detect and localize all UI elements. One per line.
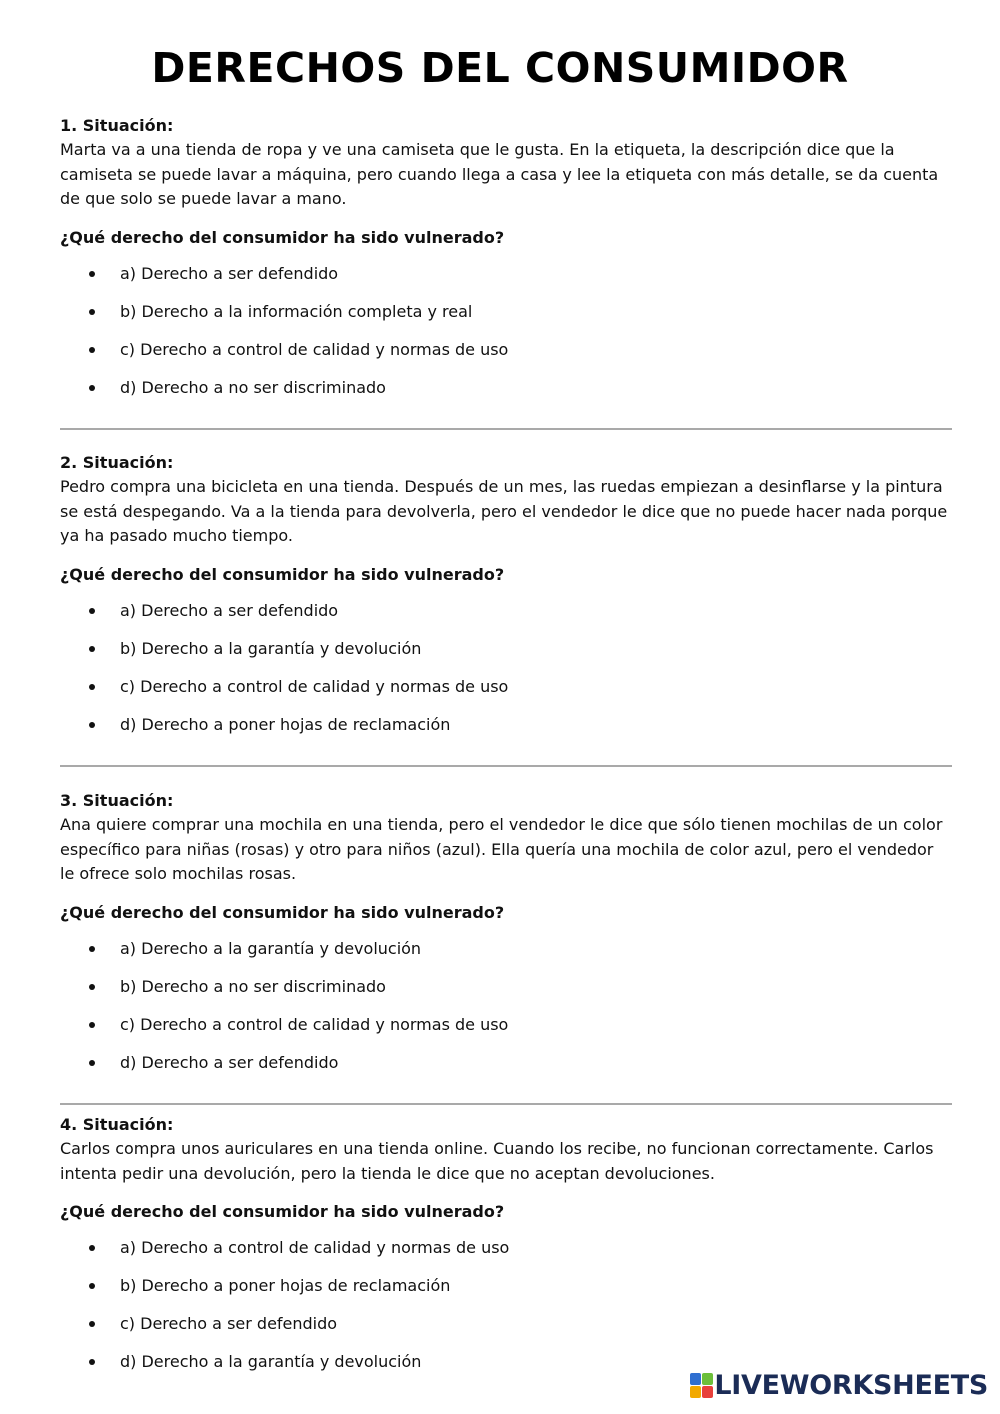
situation-heading: 1. Situación: (60, 116, 174, 135)
option-b[interactable] (60, 637, 952, 675)
option-c[interactable] (60, 1312, 952, 1350)
option-label: c) Derecho a control de calidad y normas de uso (120, 676, 509, 696)
bullet-icon (89, 646, 95, 652)
option-label: b) Derecho a la garantía y devolución (120, 638, 422, 658)
bullet-icon (89, 984, 95, 990)
liveworksheets-logo-icon (690, 1373, 712, 1397)
option-label: d) Derecho a no ser discriminado (120, 377, 386, 397)
option-c[interactable] (60, 1013, 952, 1051)
situation-text: Marta va a una tienda de ropa y ve una camiseta que le gusta. En la etiqueta, la descripción dice que la camiseta se puede lavar a máquina, pero cuando llega a casa y lee la etiqueta con más detalle, se da cuenta de que solo se puede lavar a mano. (60, 140, 939, 208)
option-label: a) Derecho a la garantía y devolución (120, 938, 422, 958)
option-label: a) Derecho a ser defendido (120, 263, 339, 283)
option-a[interactable] (60, 262, 952, 300)
option-label: c) Derecho a ser defendido (120, 1314, 338, 1333)
situation-heading: 3. Situación: (60, 791, 174, 810)
options-list (60, 262, 952, 414)
question-text: ¿Qué derecho del consumidor ha sido vulnerado? (60, 564, 505, 584)
bullet-icon (89, 1283, 95, 1289)
page-title: DERECHOS DEL CONSUMIDOR (151, 44, 849, 92)
option-label: c) Derecho a control de calidad y normas de uso (120, 339, 509, 359)
situation-text: Ana quiere comprar una mochila en una tienda, pero el vendedor le dice que sólo tienen mochilas de un color específico para niñas (rosas) y otro para niños (azul). Ella quería una mochila de color azul, pero el vendedor le ofrece solo mochilas rosas. (60, 815, 943, 883)
bullet-icon (89, 608, 95, 614)
situation-text: Pedro compra una bicicleta en una tienda. Después de un mes, las ruedas empiezan a desinflarse y la pintura se está despegando. Va a la tienda para devolverla, pero el vendedor le dice que no puede hacer nada porque ya ha pasado mucho tiempo. (60, 477, 948, 545)
option-label: c) Derecho a control de calidad y normas de uso (120, 1014, 509, 1034)
situation-text: Carlos compra unos auriculares en una tienda online. Cuando los recibe, no funcionan correctamente. Carlos intenta pedir una devolución, pero la tienda le dice que no aceptan devoluciones. (60, 1139, 934, 1183)
bullet-icon (89, 722, 95, 728)
option-label: b) Derecho a la información completa y real (120, 301, 473, 321)
option-label: a) Derecho a control de calidad y normas de uso (120, 1238, 510, 1257)
bullet-icon (89, 1245, 95, 1251)
option-a[interactable] (60, 937, 952, 975)
option-d[interactable] (60, 1051, 952, 1089)
bullet-icon (89, 1022, 95, 1028)
situation-heading: 2. Situación: (60, 453, 174, 472)
option-label: b) Derecho a poner hojas de reclamación (120, 1276, 451, 1295)
situation-heading: 4. Situación: (60, 1115, 174, 1134)
question-text: ¿Qué derecho del consumidor ha sido vulnerado? (60, 902, 505, 922)
option-b[interactable] (60, 1274, 952, 1312)
option-b[interactable] (60, 300, 952, 338)
situation-4 (60, 1113, 952, 1388)
situation-2 (60, 451, 952, 751)
bullet-icon (89, 684, 95, 690)
option-label: d) Derecho a la garantía y devolución (120, 1352, 422, 1371)
question-text: ¿Qué derecho del consumidor ha sido vulnerado? (60, 1202, 505, 1221)
brand-name: LIVEWORKSHEETS (714, 1369, 988, 1401)
bullet-icon (89, 347, 95, 353)
bullet-icon (89, 1060, 95, 1066)
options-list (60, 1236, 952, 1388)
question-text: ¿Qué derecho del consumidor ha sido vulnerado? (60, 227, 505, 247)
bullet-icon (89, 1321, 95, 1327)
section-divider (60, 765, 952, 767)
options-list (60, 937, 952, 1089)
option-c[interactable] (60, 338, 952, 376)
situation-3 (60, 789, 952, 1089)
situation-1 (60, 114, 952, 414)
bullet-icon (89, 1359, 95, 1365)
option-label: b) Derecho a no ser discriminado (120, 976, 386, 996)
bullet-icon (89, 309, 95, 315)
option-d[interactable] (60, 376, 952, 414)
bullet-icon (89, 946, 95, 952)
bullet-icon (89, 271, 95, 277)
option-a[interactable] (60, 1236, 952, 1274)
option-d[interactable] (60, 713, 952, 751)
option-c[interactable] (60, 675, 952, 713)
option-b[interactable] (60, 975, 952, 1013)
option-a[interactable] (60, 599, 952, 637)
section-divider (60, 1103, 952, 1105)
liveworksheets-brand[interactable] (690, 1370, 988, 1400)
option-label: d) Derecho a ser defendido (120, 1052, 339, 1072)
options-list (60, 599, 952, 751)
bullet-icon (89, 385, 95, 391)
option-label: d) Derecho a poner hojas de reclamación (120, 714, 451, 734)
section-divider (60, 428, 952, 430)
option-label: a) Derecho a ser defendido (120, 600, 339, 620)
